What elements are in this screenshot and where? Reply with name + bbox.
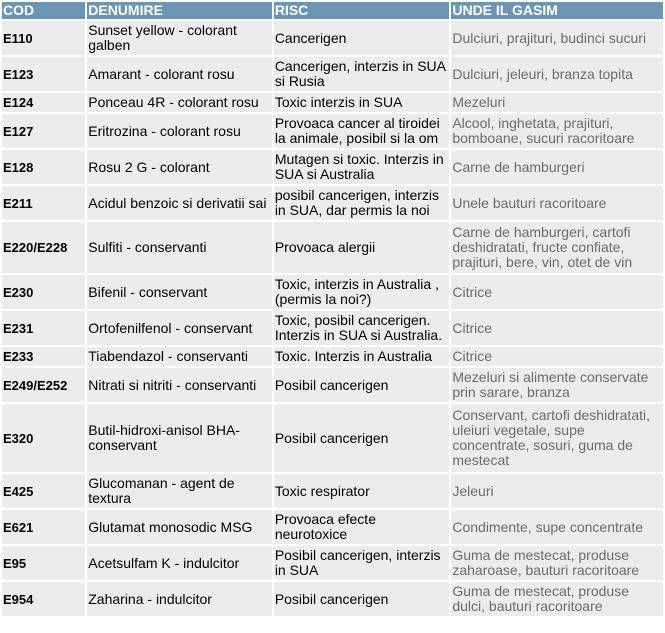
table-row — [2, 474, 663, 508]
header-unde: UNDE IL GASIM — [451, 2, 663, 19]
table-row — [2, 150, 663, 184]
code-cell: E231 — [2, 311, 85, 345]
where-cell: Carne de hamburgeri, cartofi deshidratati, fructe confiate, prajituri, bere, vin, otet de vin — [451, 222, 663, 273]
risk-cell: Toxic. Interzis in Australia — [274, 347, 450, 366]
table-row — [2, 404, 663, 472]
table-row — [2, 114, 663, 148]
table-row — [2, 275, 663, 309]
code-cell: E110 — [2, 21, 85, 55]
table-row — [2, 57, 663, 91]
code-cell: E230 — [2, 275, 85, 309]
table-row — [2, 347, 663, 366]
risk-cell: Provoaca cancer al tiroidei la animale, posibil si la om — [274, 114, 450, 148]
code-cell: E128 — [2, 150, 85, 184]
header-cod: COD — [2, 2, 85, 19]
table-row — [2, 222, 663, 273]
where-cell: Guma de mestecat, produse zaharoase, bauturi racoritoare — [451, 546, 663, 580]
where-cell: Conservant, cartofi deshidratati, uleiuri vegetale, supe concentrate, sosuri, guma de mestecat — [451, 404, 663, 472]
risk-cell: Toxic, interzis in Australia , (permis la noi?) — [274, 275, 450, 309]
where-cell: Carne de hamburgeri — [451, 150, 663, 184]
risk-cell: Provoaca efecte neurotoxice — [274, 510, 450, 544]
name-cell: Glutamat monosodic MSG — [87, 510, 272, 544]
where-cell: Alcool, inghetata, prajituri, bomboane, sucuri racoritoare — [451, 114, 663, 148]
name-cell: Butil-hidroxi-anisol BHA- conservant — [87, 404, 272, 472]
name-cell: Zaharina - indulcitor — [87, 582, 272, 616]
risk-cell: Cancerigen, interzis in SUA si Rusia — [274, 57, 450, 91]
name-cell: Eritrozina - colorant rosu — [87, 114, 272, 148]
name-cell: Acidul benzoic si derivatii sai — [87, 186, 272, 220]
table-row — [2, 186, 663, 220]
name-cell: Acetsulfam K - indulcitor — [87, 546, 272, 580]
where-cell: Citrice — [451, 347, 663, 366]
name-cell: Nitrati si nitriti - conservanti — [87, 368, 272, 402]
name-cell: Glucomanan - agent de textura — [87, 474, 272, 508]
where-cell: Dulciuri, prajituri, budinci sucuri — [451, 21, 663, 55]
name-cell: Bifenil - conservant — [87, 275, 272, 309]
risk-cell: posibil cancerigen, interzis in SUA, dar permis la noi — [274, 186, 450, 220]
name-cell: Rosu 2 G - colorant — [87, 150, 272, 184]
where-cell: Mezeluri si alimente conservate prin sarare, branza — [451, 368, 663, 402]
where-cell: Guma de mestecat, produse dulci, bauturi racoritoare — [451, 582, 663, 616]
name-cell: Sunset yellow - colorant galben — [87, 21, 272, 55]
risk-cell: Provoaca alergii — [274, 222, 450, 273]
table-row — [2, 311, 663, 345]
name-cell: Ponceau 4R - colorant rosu — [87, 93, 272, 112]
code-cell: E124 — [2, 93, 85, 112]
code-cell: E954 — [2, 582, 85, 616]
table-row — [2, 582, 663, 616]
risk-cell: Toxic interzis in SUA — [274, 93, 450, 112]
name-cell: Ortofenilfenol - conservant — [87, 311, 272, 345]
table-row — [2, 368, 663, 402]
code-cell: E233 — [2, 347, 85, 366]
where-cell: Mezeluri — [451, 93, 663, 112]
where-cell: Condimente, supe concentrate — [451, 510, 663, 544]
code-cell: E249/E252 — [2, 368, 85, 402]
table-row — [2, 510, 663, 544]
where-cell: Citrice — [451, 311, 663, 345]
risk-cell: Mutagen si toxic. Interzis in SUA si Australia — [274, 150, 450, 184]
name-cell: Tiabendazol - conservanti — [87, 347, 272, 366]
where-cell: Unele bauturi racoritoare — [451, 186, 663, 220]
code-cell: E127 — [2, 114, 85, 148]
code-cell: E220/E228 — [2, 222, 85, 273]
risk-cell: Cancerigen — [274, 21, 450, 55]
table-row — [2, 546, 663, 580]
where-cell: Dulciuri, jeleuri, branza topita — [451, 57, 663, 91]
name-cell: Amarant - colorant rosu — [87, 57, 272, 91]
code-cell: E211 — [2, 186, 85, 220]
table-row — [2, 21, 663, 55]
code-cell: E425 — [2, 474, 85, 508]
where-cell: Jeleuri — [451, 474, 663, 508]
risk-cell: Posibil cancerigen — [274, 368, 450, 402]
where-cell: Citrice — [451, 275, 663, 309]
table-row — [2, 93, 663, 112]
code-cell: E123 — [2, 57, 85, 91]
risk-cell: Posibil cancerigen — [274, 582, 450, 616]
risk-cell: Posibil cancerigen — [274, 404, 450, 472]
code-cell: E95 — [2, 546, 85, 580]
header-risc: RISC — [274, 2, 450, 19]
risk-cell: Toxic respirator — [274, 474, 450, 508]
code-cell: E320 — [2, 404, 85, 472]
code-cell: E621 — [2, 510, 85, 544]
header-row — [2, 2, 663, 19]
header-denumire: DENUMIRE — [87, 2, 272, 19]
name-cell: Sulfiti - conservanti — [87, 222, 272, 273]
risk-cell: Toxic, posibil cancerigen. Interzis in SUA si Australia. — [274, 311, 450, 345]
risk-cell: Posibil cancerigen, interzis in SUA — [274, 546, 450, 580]
